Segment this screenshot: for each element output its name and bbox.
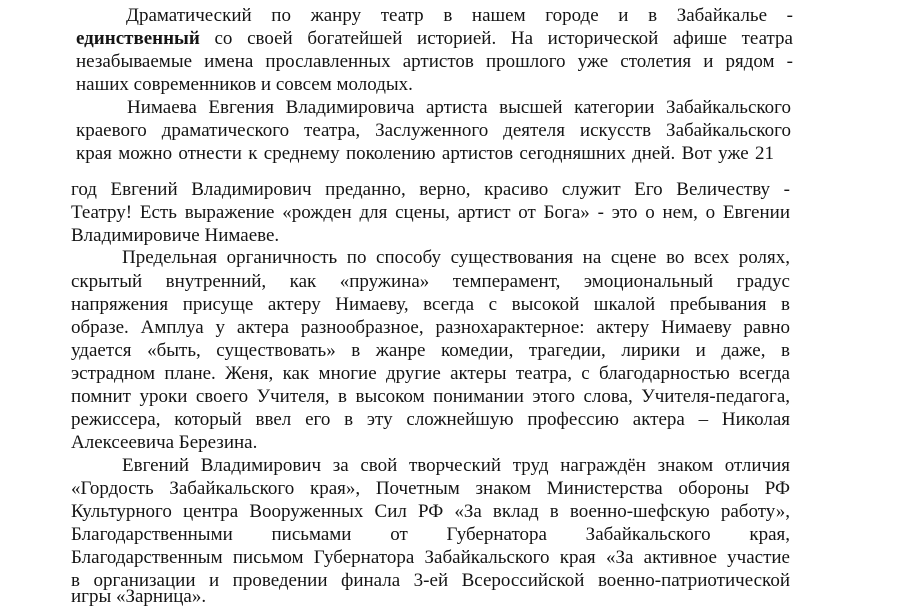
paragraph-4-line-8: режиссера, который ввел его в эту сложнейшую профессию актера – Николая <box>71 409 790 430</box>
paragraph-4-line-4: образе. Амплуа у актера разнообразное, разнохарактерное: актеру Нимаеву равно <box>71 317 790 338</box>
paragraph-4-line-7: помнит уроки своего Учителя, в высоком понимании этого слова, Учителя-педагога, <box>71 386 790 407</box>
paragraph-2-line-2: краевого драматического театра, Заслуженного деятеля искусств Забайкальского <box>76 120 791 141</box>
paragraph-4-line-1: Предельная органичность по способу существования на сцене во всех ролях, <box>122 247 790 268</box>
paragraph-4-line-2: скрытый внутренний, как «пружина» темперамент, эмоциональный градус <box>71 271 790 292</box>
paragraph-3-line-1: год Евгений Владимирович преданно, верно, красиво служит Его Величеству - <box>71 179 790 200</box>
bold-word: единственный <box>76 28 200 49</box>
paragraph-3-line-2: Театру! Есть выражение «рожден для сцены, артист от Бога» - это о нем, о Евгении <box>71 202 790 223</box>
paragraph-4-line-9: Алексеевича Березина. <box>71 432 258 453</box>
paragraph-4-line-5: удается «быть, существовать» в жанре комедии, трагедии, лирики и даже, в <box>71 340 790 361</box>
paragraph-5-line-3: Культурного центра Вооруженных Сил РФ «За вклад в военно-шефскую работу», <box>71 501 790 522</box>
paragraph-5-line-5: Благодарственным письмом Губернатора Забайкальского края «За активное участие <box>71 547 790 568</box>
paragraph-5-line-1: Евгений Владимирович за свой творческий труд награждён знаком отличия <box>122 455 790 476</box>
paragraph-4-line-3: напряжения присуще актеру Нимаеву, всегда с высокой шкалой пребывания в <box>71 294 790 315</box>
paragraph-2-line-1: Нимаева Евгения Владимировича артиста высшей категории Забайкальского <box>127 97 791 118</box>
paragraph-5-line-4: Благодарственными письмами от Губернатора Забайкальского края, <box>71 524 790 545</box>
paragraph-5-line-2: «Гордость Забайкальского края», Почетным знаком Министерства обороны РФ <box>71 478 790 499</box>
paragraph-2-line-3: края можно отнести к среднему поколению артистов сегодняшних дней. Вот уже 21 <box>76 143 774 164</box>
paragraph-1-line-2-rest: со своей богатейшей историей. На исторической афише театра <box>199 28 793 49</box>
paragraph-1-line-4: наших современников и совсем молодых. <box>76 74 413 95</box>
paragraph-3-line-3: Владимировиче Нимаеве. <box>71 225 280 246</box>
paragraph-1-line-3: незабываемые имена прославленных артистов прошлого уже столетия и рядом - <box>76 51 793 72</box>
paragraph-5-line-6: в организации и проведении финала 3-ей Всероссийской военно-патриотической <box>71 570 790 591</box>
paragraph-1-line-2 <box>76 27 793 51</box>
paragraph-4-line-6: эстрадном плане. Женя, как многие другие актеры театра, с благодарностью всегда <box>71 363 790 384</box>
paragraph-5-line-7: игры «Зарница». <box>71 586 207 607</box>
paragraph-1-line-1: Драматический по жанру театр в нашем городе и в Забайкалье - <box>126 5 793 26</box>
